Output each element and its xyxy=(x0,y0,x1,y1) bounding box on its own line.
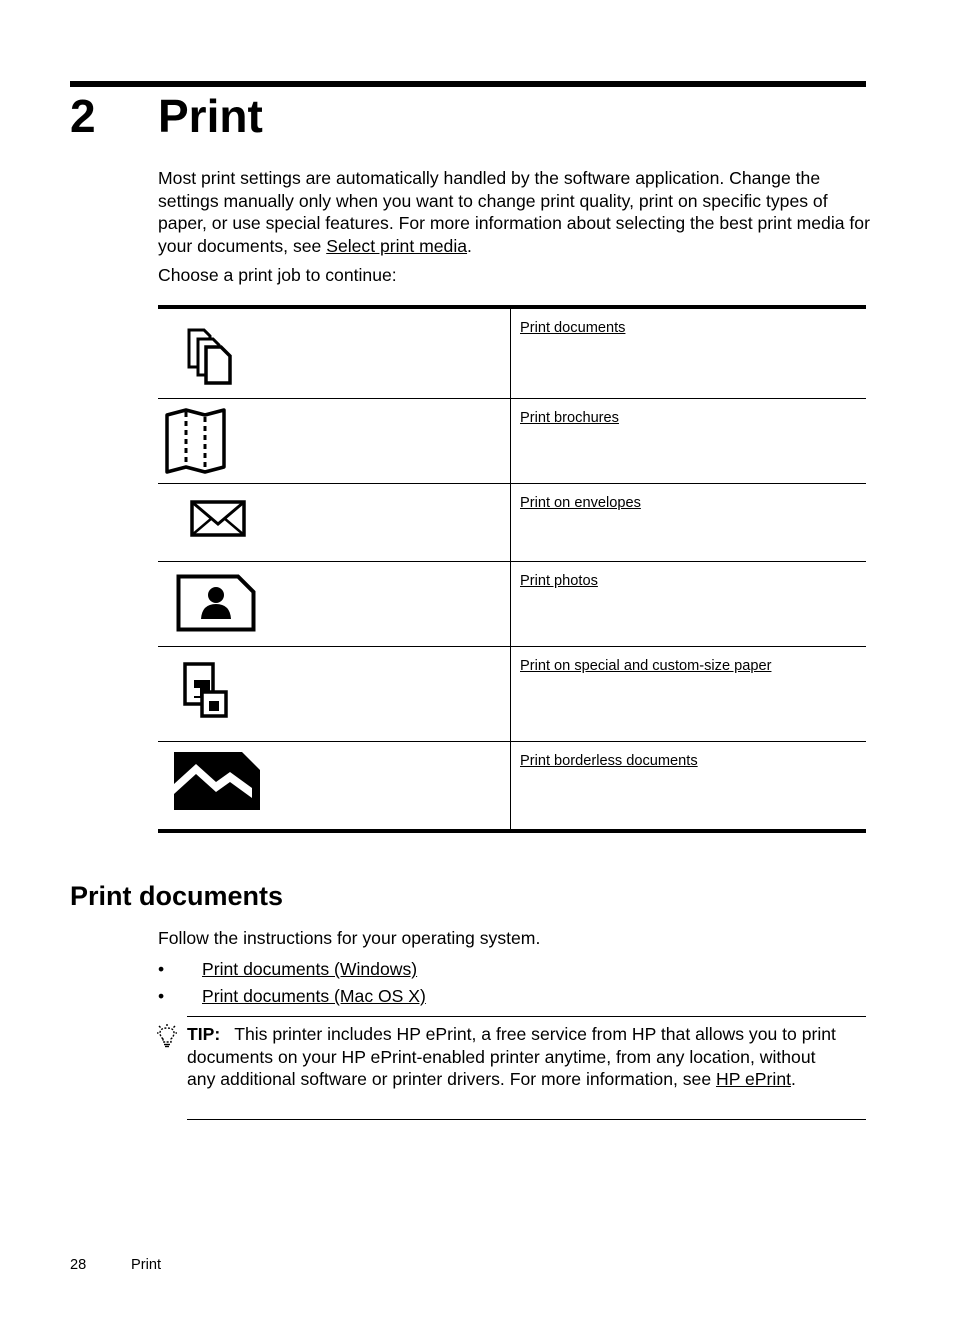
chapter-rule xyxy=(70,81,866,87)
custom-size-paper-icon xyxy=(182,661,230,719)
print-custom-size-link[interactable]: Print on special and custom-size paper xyxy=(520,657,772,674)
brochure-icon xyxy=(164,407,226,475)
table-row xyxy=(158,741,866,831)
bullet: • xyxy=(158,986,165,1006)
print-jobs-table xyxy=(158,305,866,833)
table-row xyxy=(158,483,866,561)
follow-instructions-text: Follow the instructions for your operating system. xyxy=(158,928,541,948)
intro-paragraph xyxy=(158,167,870,257)
print-documents-link[interactable]: Print documents xyxy=(520,320,626,336)
list-item xyxy=(158,983,426,1010)
tip-paragraph xyxy=(187,1023,847,1091)
lightbulb-icon xyxy=(156,1024,178,1048)
tip-rule-top xyxy=(187,1016,866,1017)
intro-text: Most print settings are automatically handled by the software application. Change the settings manually only when you want to change print quality, print on specific types of paper, or use special features. For more information about selecting the best print media for your documents, see xyxy=(158,168,870,256)
hp-eprint-link[interactable]: HP ePrint xyxy=(716,1069,791,1089)
chapter-number: 2 xyxy=(70,90,96,142)
table-row xyxy=(158,307,866,398)
chapter-title: Print xyxy=(158,90,263,142)
footer-title: Print xyxy=(131,1257,162,1273)
print-documents-windows-link[interactable]: Print documents (Windows) xyxy=(202,959,418,979)
os-links-list xyxy=(158,956,426,1010)
print-brochures-link[interactable]: Print brochures xyxy=(520,409,619,426)
documents-icon xyxy=(186,327,236,385)
table-row xyxy=(158,561,866,646)
table-row xyxy=(158,398,866,483)
section-heading: Print documents xyxy=(70,881,284,911)
table-row xyxy=(158,646,866,741)
intro-end: . xyxy=(467,235,472,256)
print-documents-mac-link[interactable]: Print documents (Mac OS X) xyxy=(202,986,426,1006)
borderless-icon xyxy=(172,750,262,812)
tip-end: . xyxy=(791,1069,796,1089)
bullet: • xyxy=(158,959,165,979)
tip-label: TIP: xyxy=(187,1024,221,1044)
print-photos-link[interactable]: Print photos xyxy=(520,572,598,589)
page-number: 28 xyxy=(70,1257,87,1273)
tip-rule-bottom xyxy=(187,1119,866,1120)
envelope-icon xyxy=(190,500,246,538)
choose-text: Choose a print job to continue: xyxy=(158,265,397,285)
photo-icon xyxy=(176,574,256,632)
print-on-envelopes-link[interactable]: Print on envelopes xyxy=(520,494,641,511)
print-borderless-link[interactable]: Print borderless documents xyxy=(520,752,698,769)
tip-text: This printer includes HP ePrint, a free service from HP that allows you to print documents on your HP ePrint-enabled printer anytime, from any location, without any additional software or printer drivers. For more information, see xyxy=(187,1024,836,1089)
list-item xyxy=(158,956,426,983)
select-print-media-link[interactable]: Select print media xyxy=(326,235,468,256)
